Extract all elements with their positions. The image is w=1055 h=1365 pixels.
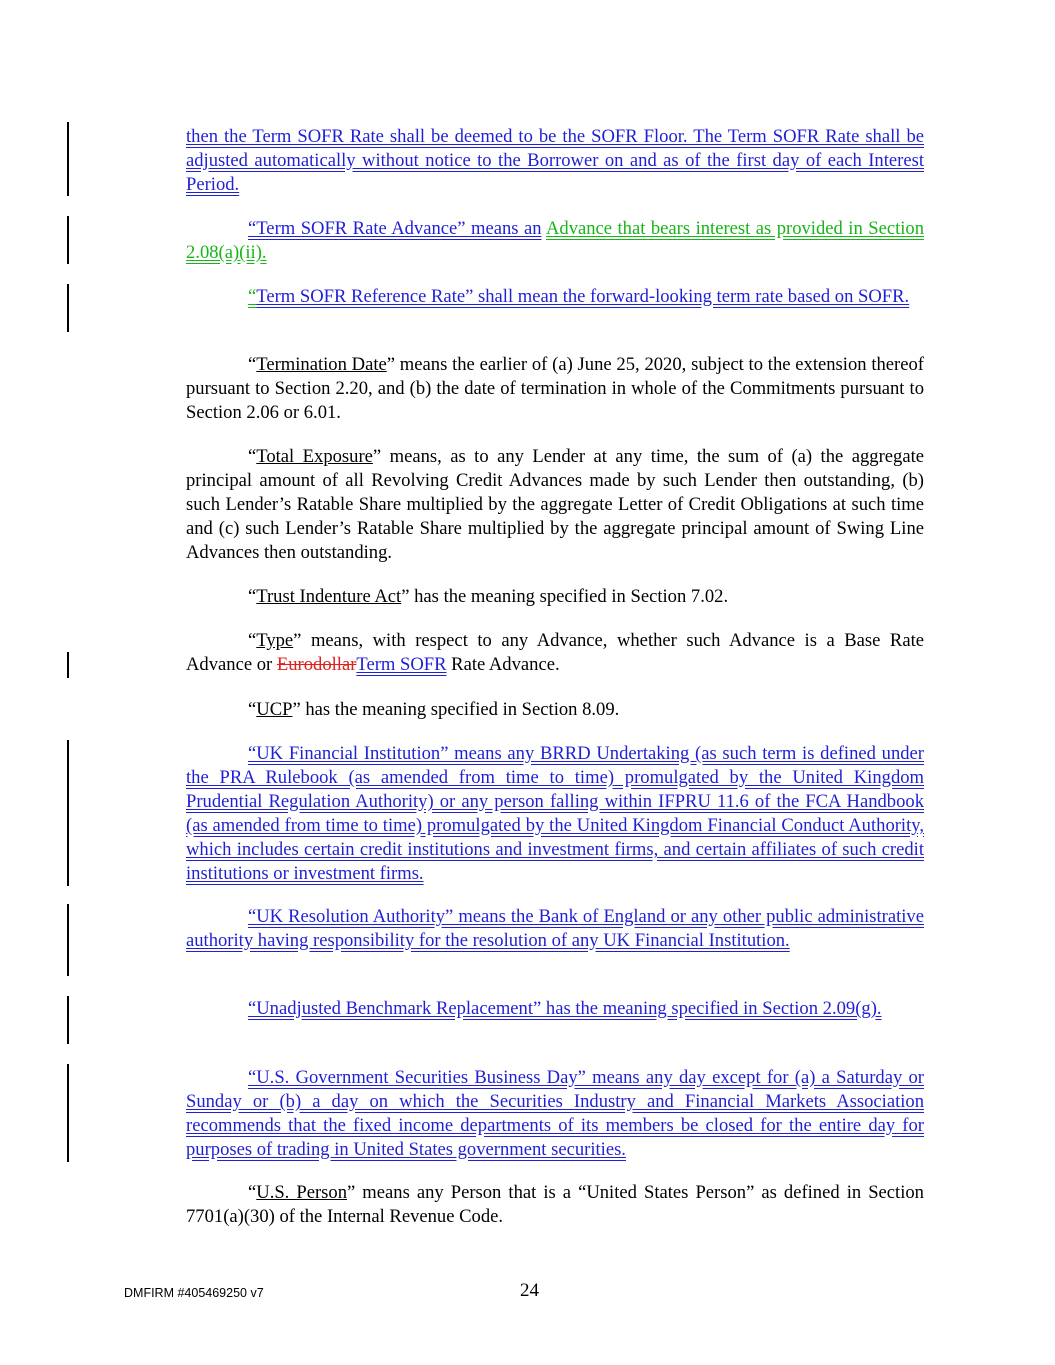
defined-term: Trust Indenture Act [256,586,402,607]
quote-open: “ [248,699,257,720]
change-bar [67,652,69,678]
defined-term: Total Exposure [256,446,373,467]
definition-termination-date [186,353,924,425]
definition-uk-resolution-authority [186,905,924,953]
inserted-text: Term SOFR Reference Rate” shall mean the forward-looking term rate based on SOFR. [256,286,910,307]
change-bar [67,122,69,196]
inserted-text: then the Term SOFR Rate shall be deemed to be the SOFR Floor. The Term SOFR Rate shall be adjusted automatically without notice to the Borrower on and as of the first day of each Interest Period. [186,126,924,195]
page-number: 24 [520,1280,539,1301]
change-bar [67,216,69,264]
moved-text: “ [248,286,257,307]
definition-total-exposure [186,445,924,565]
document-id: DMFIRM #405469250 v7 [124,1286,264,1300]
defined-term: UCP [256,699,293,720]
inserted-text: “Term SOFR Rate Advance” means an [248,218,542,239]
definition-unadjusted-benchmark-replacement [186,997,924,1021]
change-bar [67,1064,69,1162]
quote-open: “ [248,630,257,651]
definition-body: ” has the meaning specified in Section 8.09. [292,699,620,720]
defined-term: U.S. Person [256,1182,347,1203]
definition-term-sofr-rate-continued [186,125,924,197]
definition-us-person [186,1181,924,1229]
quote-open: “ [248,1182,257,1203]
definition-us-government-securities-business-day [186,1066,924,1162]
inserted-text: “UK Financial Institution” means any BRRD Undertaking (as such term is defined under the PRA Rulebook (as amended from time to time) promulgated by the United Kingdom Prudential Regulation Authority) or any person falling within IFPRU 11.6 of the FCA Handbook (as amended from time to time) promulgated by the United Kingdom Financial Conduct Authority, which includes certain credit institutions and investment firms, and certain affiliates of such credit institutions or investment firms. [186,743,924,884]
change-bar [67,740,69,886]
definition-body: ” has the meaning specified in Section 7.02. [401,586,729,607]
definition-term-sofr-reference-rate [186,285,924,309]
inserted-text: “U.S. Government Securities Business Day” means any day except for (a) a Saturday or Sunday or (b) a day on which the Securities Industry and Financial Markets Association recommends that the fixed income departments of its members be closed for the entire day for purposes of trading in United States government securities. [186,1067,924,1160]
definition-term-sofr-rate-advance [186,217,924,265]
inserted-text: “UK Resolution Authority” means the Bank of England or any other public administrative authority having responsibility for the resolution of any UK Financial Institution. [186,906,924,951]
moved-text: Advance that bears interest as provided in Section 2.08(a)(ii). [186,218,924,263]
definition-body: ” means, as to any Lender at any time, the sum of (a) the aggregate principal amount of all Revolving Credit Advances made by such Lender then outstanding, (b) such Lender’s Ratable Share multiplied by the aggregate Letter of Credit Obligations at such time and (c) such Lender’s Ratable Share multiplied by the aggregate principal amount of Swing Line Advances then outstanding. [186,446,924,563]
deleted-text: Eurodollar [276,654,357,675]
change-bar [67,904,69,976]
definition-body: ” means the earlier of (a) June 25, 2020, subject to the extension thereof pursuant to Section 2.20, and (b) the date of termination in whole of the Commitments pursuant to Section 2.06 or 6.01. [186,354,924,423]
quote-open: “ [248,354,257,375]
definition-ucp [186,698,924,722]
quote-open: “ [248,586,257,607]
definition-trust-indenture-act [186,585,924,609]
definition-body: ” means, with respect to any Advance, whether such Advance is a Base Rate Advance or [186,630,924,675]
change-bar [67,996,69,1044]
definition-uk-financial-institution [186,742,924,886]
definition-type [186,629,924,677]
inserted-text: Term SOFR [356,654,447,675]
change-bar [67,284,69,332]
definition-tail: Rate Advance. [446,654,560,675]
defined-term: Type [256,630,294,651]
defined-term: Termination Date [256,354,387,375]
definition-body: ” means any Person that is a “United States Person” as defined in Section 7701(a)(30) of the Internal Revenue Code. [186,1182,924,1227]
quote-open: “ [248,446,257,467]
inserted-text: “Unadjusted Benchmark Replacement” has the meaning specified in Section 2.09(g). [248,998,882,1019]
